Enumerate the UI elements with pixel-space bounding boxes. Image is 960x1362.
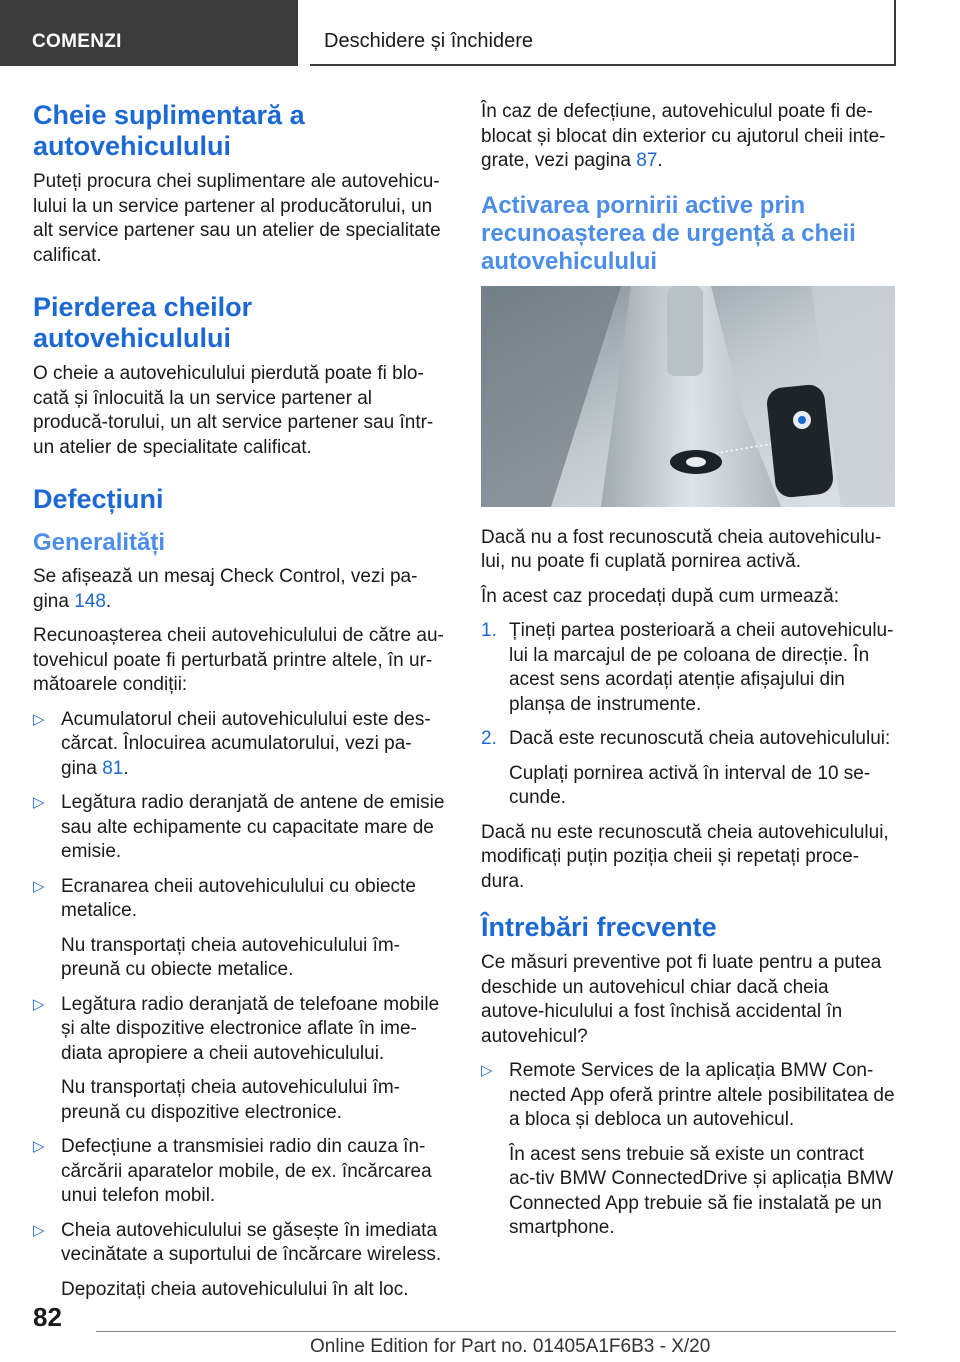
- list-item-note: În acest sens trebuie să existe un contract ac-tiv BMW ConnectedDrive și aplicația BMW Connected App trebuie să fie instalată pe un smartphone.: [509, 1143, 894, 1238]
- list-item: ▷ Remote Services de la aplicația BMW Con-nected App oferă printre altele posibilitatea de a bloca și debloca un autovehicul.: [481, 1060, 895, 1130]
- triangle-right-icon: ▷: [33, 995, 45, 1013]
- list-item: ▷ Legătura radio deranjată de antene de emisie sau alte echipamente cu capacitate mare de emisie.: [33, 792, 445, 862]
- page-header: [0, 0, 960, 66]
- list-item: ▷ Acumulatorul cheii autovehiculului este des-cărcat. Înlocuirea acumulatorului, vezi pa-gina 81.: [33, 708, 431, 779]
- triangle-right-icon: ▷: [33, 710, 45, 728]
- section-label: COMENZI: [0, 0, 298, 66]
- list-item: ▷ Cheia autovehiculului se găsește în imediata vecinătate a suportului de încărcare wireless.: [33, 1219, 442, 1265]
- list-item-note: Nu transportați cheia autovehiculului îm-preună cu dispozitive electronice.: [61, 1077, 401, 1123]
- list-item: ▷ Defecțiune a transmisiei radio din cauza în-cărcării aparatelor mobile, de ex. încărcarea unui telefon mobil.: [33, 1136, 432, 1206]
- footer-divider: [96, 1331, 896, 1332]
- page-link-148[interactable]: 148: [74, 590, 106, 612]
- footer-edition: Online Edition for Part no. 01405A1F6B3 - X/20: [310, 1336, 711, 1357]
- numbered-item-2: 2. Dacă este recunoscută cheia autovehiculului:: [481, 728, 891, 749]
- heading-faq: Întrebări frecvente: [481, 912, 717, 942]
- triangle-right-icon: ▷: [33, 877, 45, 895]
- heading-lost-keys: Pierderea cheilor autovehiculului: [33, 292, 253, 353]
- subheading-general: Generalități: [33, 529, 166, 556]
- list-item: ▷ Legătura radio deranjată de telefoane mobile și alte dispozitive electronice aflate în ime-diata apropiere a cheii autovehiculului.: [33, 993, 440, 1064]
- paragraph: În acest caz procedați după cum urmează:: [481, 585, 840, 607]
- steering-column-key-photo: [481, 286, 895, 507]
- right-column: [481, 100, 895, 1251]
- heading-malfunctions: Defecțiuni: [33, 484, 164, 514]
- numbered-item-note: Cuplați pornirea activă în interval de 10 se-cunde.: [509, 762, 871, 808]
- triangle-right-icon: ▷: [33, 1221, 45, 1239]
- paragraph: Ce măsuri preventive pot fi luate pentru a putea deschide un autovehicul chiar dacă cheia autove-hiculului a fost închisă accidental în autovehicul?: [481, 952, 882, 1047]
- page-number: 82: [33, 1302, 62, 1332]
- paragraph: Se afișează un mesaj Check Control, vezi pa-gina 148.: [33, 566, 418, 612]
- heading-emergency-key-detection: Activarea pornirii active prin recunoașterea de urgență a cheii autovehiculului: [481, 191, 856, 275]
- heading-spare-key: Cheie suplimentară a autovehiculului: [33, 100, 305, 161]
- left-column: [33, 100, 447, 1312]
- paragraph: Dacă nu este recunoscută cheia autovehiculului, modificați puțin poziția cheii și repetați proce-dura.: [481, 821, 889, 892]
- numbered-item-1: 1. Țineți partea posterioară a cheii autovehiculu-lui la marcajul de pe coloana de direcție. În acest sens acordați atenție afișajului din planșa de instrumente.: [481, 620, 894, 715]
- chapter-title: Deschidere și închidere: [310, 0, 896, 66]
- paragraph: Puteți procura chei suplimentare ale autovehicu-lului la un service partener al producătorului, un alt service partener sau un atelier de specialitate calificat.: [33, 171, 441, 266]
- paragraph: Dacă nu a fost recunoscută cheia autovehiculu-lui, nu poate fi cuplată pornirea activă.: [481, 526, 882, 572]
- list-item-note: Nu transportați cheia autovehiculului îm-preună cu obiecte metalice.: [61, 934, 401, 980]
- triangle-right-icon: ▷: [33, 794, 45, 811]
- page-link-87[interactable]: 87: [636, 150, 658, 171]
- triangle-right-icon: ▷: [33, 1138, 45, 1155]
- list-item-note: Depozitați cheia autovehiculului în alt loc.: [61, 1278, 409, 1300]
- paragraph: O cheie a autovehiculului pierdută poate fi blo-cată și înlocuită la un service partener al producă-torului, un alt service partener sau într-un atelier de specialitate calificat.: [33, 363, 434, 458]
- paragraph: În caz de defecțiune, autovehiculul poate fi de-blocat și blocat din exterior cu ajutorul cheii inte-grate, vezi pagina 87.: [481, 101, 886, 171]
- triangle-right-icon: ▷: [481, 1062, 493, 1079]
- paragraph: Recunoașterea cheii autovehiculului de către au-tovehicul poate fi perturbată printre altele, în ur-mătoarele condiții:: [33, 625, 444, 695]
- list-item: ▷ Ecranarea cheii autovehiculului cu obiecte metalice.: [33, 875, 416, 921]
- page-link-81[interactable]: 81: [102, 757, 124, 779]
